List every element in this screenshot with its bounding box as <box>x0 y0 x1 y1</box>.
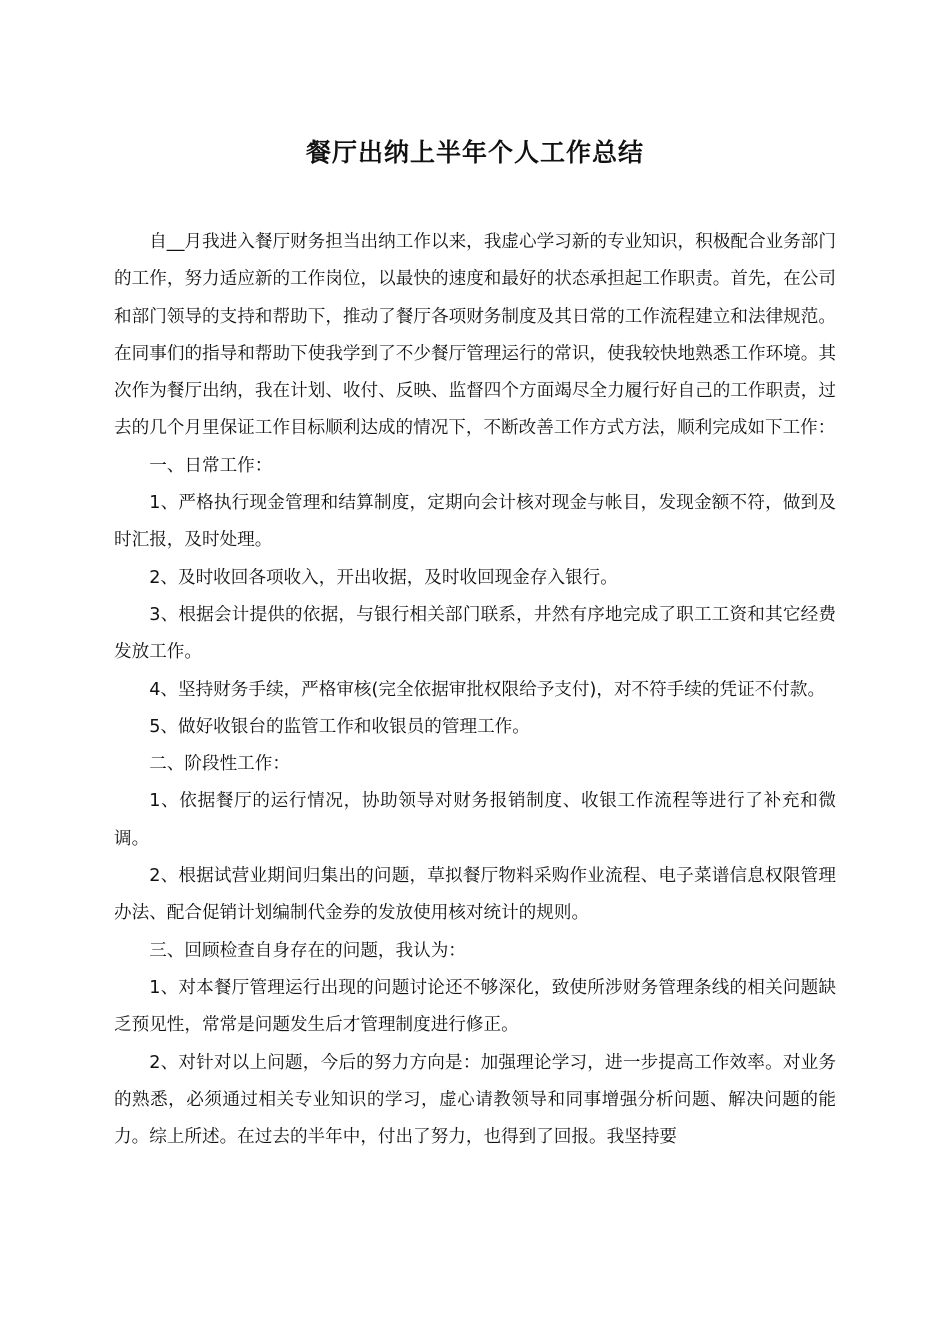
document-body <box>114 224 836 1156</box>
section-heading-phase-work: 二、阶段性工作： <box>149 754 290 775</box>
list-item: 1、严格执行现金管理和结算制度，定期向会计核对现金与帐目，发现金额不符，做到及时汇报，及时处理。 <box>114 493 836 551</box>
section-heading-daily-work: 一、日常工作： <box>149 455 273 476</box>
list-item: 2、对针对以上问题，今后的努力方向是：加强理论学习，进一步提高工作效率。对业务的熟悉，必须通过相关专业知识的学习，虚心请教领导和同事增强分析问题、解决问题的能力。综上所述。在过去的半年中，付出了努力，也得到了回报。我坚持要 <box>114 1052 836 1148</box>
list-item: 1、依据餐厅的运行情况，协助领导对财务报销制度、收银工作流程等进行了补充和微调。 <box>114 791 836 849</box>
list-item: 2、根据试营业期间归集出的问题，草拟餐厅物料采购作业流程、电子菜谱信息权限管理办法、配合促销计划编制代金券的发放使用核对统计的规则。 <box>114 866 836 924</box>
document-title: 餐厅出纳上半年个人工作总结 <box>305 138 644 167</box>
list-item: 3、根据会计提供的依据，与银行相关部门联系，井然有序地完成了职工工资和其它经费发放工作。 <box>114 604 836 663</box>
paragraph-intro: 自__月我进入餐厅财务担当出纳工作以来，我虚心学习新的专业知识，积极配合业务部门的工作，努力适应新的工作岗位，以最快的速度和最好的状态承担起工作职责。首先，在公司和部门领导的支持和帮助下，推动了餐厅各项财务制度及其日常的工作流程建立和法律规范。在同事们的指导和帮助下使我学到了不少餐厅管理运行的常识，使我较快地熟悉工作环境。其次作为餐厅出纳，我在计划、收付、反映、监督四个方面竭尽全力履行好自己的工作职责，过去的几个月里保证工作目标顺利达成的情况下，不断改善工作方式方法，顺利完成如下工作： <box>114 232 836 439</box>
section-heading-review: 三、回顾检查自身存在的问题，我认为： <box>149 940 466 961</box>
list-item: 2、及时收回各项收入，开出收据，及时收回现金存入银行。 <box>149 567 618 588</box>
list-item: 5、做好收银台的监管工作和收银员的管理工作。 <box>149 716 530 737</box>
list-item: 1、对本餐厅管理运行出现的问题讨论还不够深化，致使所涉财务管理条线的相关问题缺乏预见性，常常是问题发生后才管理制度进行修正。 <box>114 977 836 1036</box>
list-item: 4、坚持财务手续，严格审核(完全依据审批权限给予支付)，对不符手续的凭证不付款。 <box>149 679 826 700</box>
